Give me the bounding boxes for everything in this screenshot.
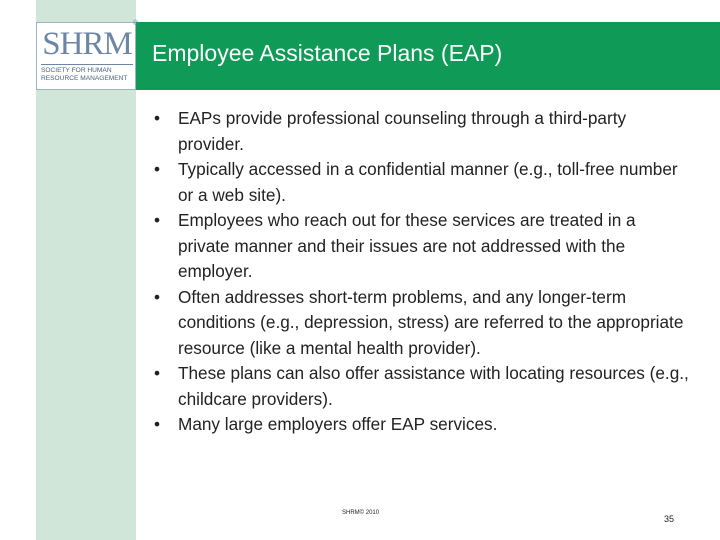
shrm-logo bbox=[36, 20, 139, 90]
bullet-item: • EAPs provide professional counseling through a third-party provider. bbox=[150, 106, 690, 157]
bullet-list bbox=[150, 106, 690, 438]
slide-title: Employee Assistance Plans (EAP) bbox=[152, 40, 503, 66]
bullet-item: • These plans can also offer assistance with locating resources (e.g., childcare providers). bbox=[150, 361, 690, 412]
logo-letters: SHRM bbox=[42, 26, 132, 62]
logo-subtitle-line: RESOURCE MANAGEMENT bbox=[41, 74, 128, 82]
page-number: 35 bbox=[664, 514, 675, 524]
copyright-footer: SHRM© 2010 bbox=[342, 510, 380, 516]
bullet-item: • Typically accessed in a confidential manner (e.g., toll-free number or a web site). bbox=[150, 157, 690, 208]
bullet-item: • Often addresses short-term problems, and any longer-term conditions (e.g., depression, stress) are referred to the appropriate resource (like a mental health provider). bbox=[150, 285, 690, 362]
registered-mark: ® bbox=[133, 20, 139, 27]
logo-subtitle-line: SOCIETY FOR HUMAN bbox=[41, 67, 112, 74]
logo-subtitle bbox=[41, 67, 135, 82]
bullet-item: • Employees who reach out for these services are treated in a private manner and their issues are not addressed with the employer. bbox=[150, 208, 690, 285]
bullet-item: • Many large employers offer EAP services. bbox=[150, 412, 690, 438]
logo-divider bbox=[41, 64, 133, 65]
